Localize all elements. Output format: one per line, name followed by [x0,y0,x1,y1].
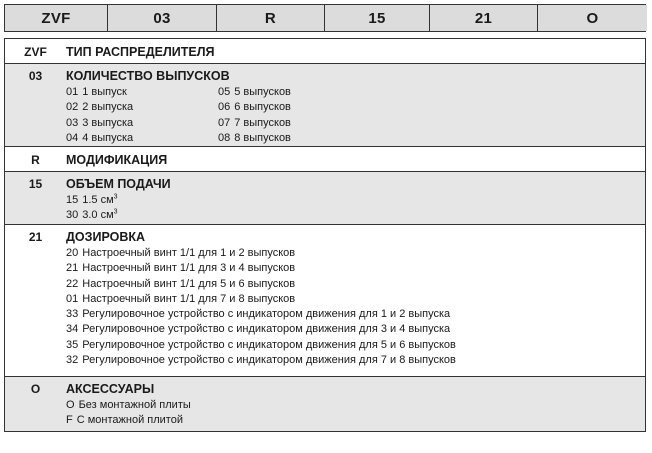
list-item: 07 7 выпусков [218,116,291,129]
section-outlets [5,64,645,147]
list-item: O Без монтажной плиты [66,399,191,411]
list-item: 21 Настроечный винт 1/1 для 3 и 4 выпусков [66,262,296,275]
section-code: 03 [28,69,43,83]
code-cell-dosing: 21 [430,5,538,31]
section-title: ОБЪЕМ ПОДАЧИ [66,177,171,191]
list-item: 04 4 выпуска [66,131,134,144]
section-title: КОЛИЧЕСТВО ВЫПУСКОВ [66,69,230,83]
list-item: 32 Регулировочное устройство с индикатором движения для 7 и 8 выпусков [66,354,456,367]
list-item: 06 6 выпусков [218,101,291,114]
section-code: R [31,153,40,167]
section-type [5,39,645,64]
list-item: 15 1.5 $см^3$ [66,193,118,206]
list-item: 35 Регулировочное устройство с индикатором движения для 5 и 6 выпусков [66,338,456,351]
section-title: ТИП РАСПРЕДЕЛИТЕЛЯ [66,45,215,59]
list-item: 01 Настроечный винт 1/1 для 7 и 8 выпусков [66,292,296,305]
code-cell-modification: R [217,5,325,31]
section-code: 21 [28,230,43,244]
section-code: ZVF [24,45,47,59]
order-code-header [4,4,646,32]
list-item: 22 Настроечный винт 1/1 для 5 и 6 выпусков [66,277,296,290]
list-item: 20 Настроечный винт 1/1 для 1 и 2 выпусков [66,247,296,259]
list-item: 34 Регулировочное устройство с индикатором движения для 3 и 4 выпуска [66,323,451,336]
list-item: 02 2 выпуска [66,101,134,114]
list-item: 30 3.0 $см^3$ [66,208,118,222]
list-item: 01 1 выпуск [66,86,127,98]
section-title: МОДИФИКАЦИЯ [66,153,168,167]
code-cell-volume: 15 [325,5,430,31]
section-code: O [30,382,41,396]
list-item: 33 Регулировочное устройство с индикатором движения для 1 и 2 выпуска [66,308,451,321]
section-title: ДОЗИРОВКА [66,230,146,244]
section-code: 15 [28,177,43,191]
list-item: 05 5 выпусков [218,86,291,98]
list-item: 03 3 выпуска [66,116,134,129]
code-legend-table [4,38,646,432]
section-modification [5,147,645,172]
section-dosing [5,225,645,377]
code-cell-type: ZVF [5,5,108,31]
list-item: F С монтажной плитой [66,414,183,427]
code-cell-outlets: 03 [108,5,217,31]
outlet-options-right [218,85,368,146]
section-title: АКСЕССУАРЫ [66,382,155,396]
outlet-options-left [66,85,218,146]
section-accessories [5,377,645,431]
list-item: 08 8 выпусков [218,131,291,144]
code-cell-accessories: O [538,5,647,31]
section-volume [5,172,645,225]
outlet-options [66,85,645,146]
